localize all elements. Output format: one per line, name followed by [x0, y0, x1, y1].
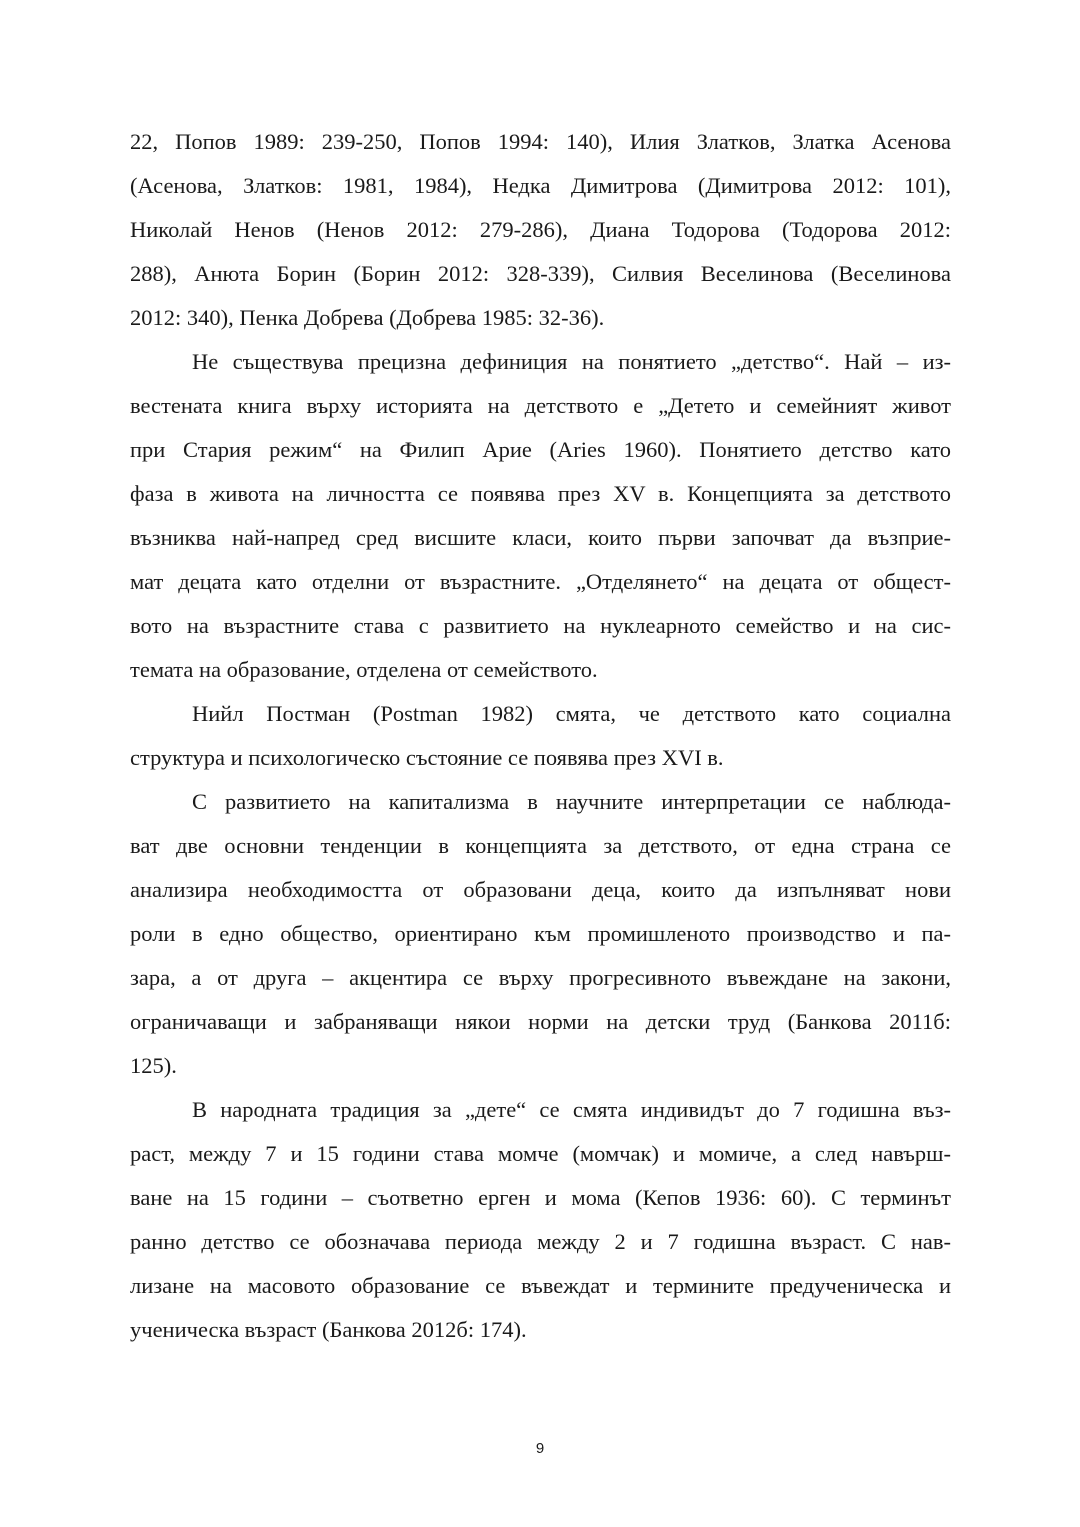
text-line: (Асенова, Златков: 1981, 1984), Недка Димитрова (Димитрова 2012: 101), — [130, 173, 951, 198]
text-line: зара, а от друга – акцентира се върху прогресивното въвеждане на закони, — [130, 965, 951, 990]
text-line: възниква най-напред сред висшите класи, които първи започват да възприе- — [130, 525, 951, 550]
text-line: фаза в живота на личността се появява през XV в. Концепцията за детството — [130, 481, 951, 506]
text-line: темата на образование, отделена от семейството. — [130, 657, 598, 682]
text-line: анализира необходимостта от образовани деца, които да изпълняват нови — [130, 877, 951, 902]
text-line: ранно детство се обозначава периода между 2 и 7 годишна възраст. С нав- — [130, 1229, 951, 1254]
text-line: Николай Ненов (Ненов 2012: 279-286), Диана Тодорова (Тодорова 2012: — [130, 217, 951, 242]
text-line: С развитието на капитализма в научните интерпретации се наблюда- — [192, 789, 951, 814]
text-line: вестената книга върху историята на детството е „Детето и семейният живот — [130, 393, 951, 418]
text-line: ученическа възраст (Банкова 2012б: 174). — [130, 1317, 527, 1342]
page-number: 9 — [535, 1440, 545, 1457]
text-line: Нийл Постман (Postman 1982) смята, че детството като социална — [192, 701, 951, 726]
text-line: структура и психологическо състояние се появява през XVI в. — [130, 745, 724, 770]
text-line: Не съществува прецизна дефиниция на понятието „детство“. Най – из- — [192, 349, 951, 374]
text-line: ват две основни тенденции в концепцията за детството, от една страна се — [130, 833, 951, 858]
text-line: 22, Попов 1989: 239-250, Попов 1994: 140), Илия Златков, Златка Асенова — [130, 129, 951, 154]
text-line: ограничаващи и забраняващи някои норми на детски труд (Банкова 2011б: — [130, 1009, 951, 1034]
text-line: при Стария режим“ на Филип Арие (Aries 1960). Понятието детство като — [130, 437, 951, 462]
text-line: мат децата като отделни от възрастните. „Отделянето“ на децата от общест- — [130, 569, 951, 594]
text-line: вото на възрастните става с развитието на нуклеарното семейство и на сис- — [130, 613, 951, 638]
text-line: ване на 15 години – съответно ерген и мома (Кепов 1936: 60). С терминът — [130, 1185, 951, 1210]
text-line: В народната традиция за „дете“ се смята индивидът до 7 годишна въз- — [192, 1097, 951, 1122]
text-line: лизане на масовото образование се въвеждат и термините предученическа и — [130, 1273, 951, 1298]
text-line: раст, между 7 и 15 години става момче (момчак) и момиче, а след навърш- — [130, 1141, 951, 1166]
text-line: 125). — [130, 1053, 177, 1078]
text-line: 2012: 340), Пенка Добрева (Добрева 1985: 32-36). — [130, 305, 605, 330]
text-line: роли в едно общество, ориентирано към промишленото производство и па- — [130, 921, 951, 946]
text-line: 288), Анюта Борин (Борин 2012: 328-339), Силвия Веселинова (Веселинова — [130, 261, 951, 286]
